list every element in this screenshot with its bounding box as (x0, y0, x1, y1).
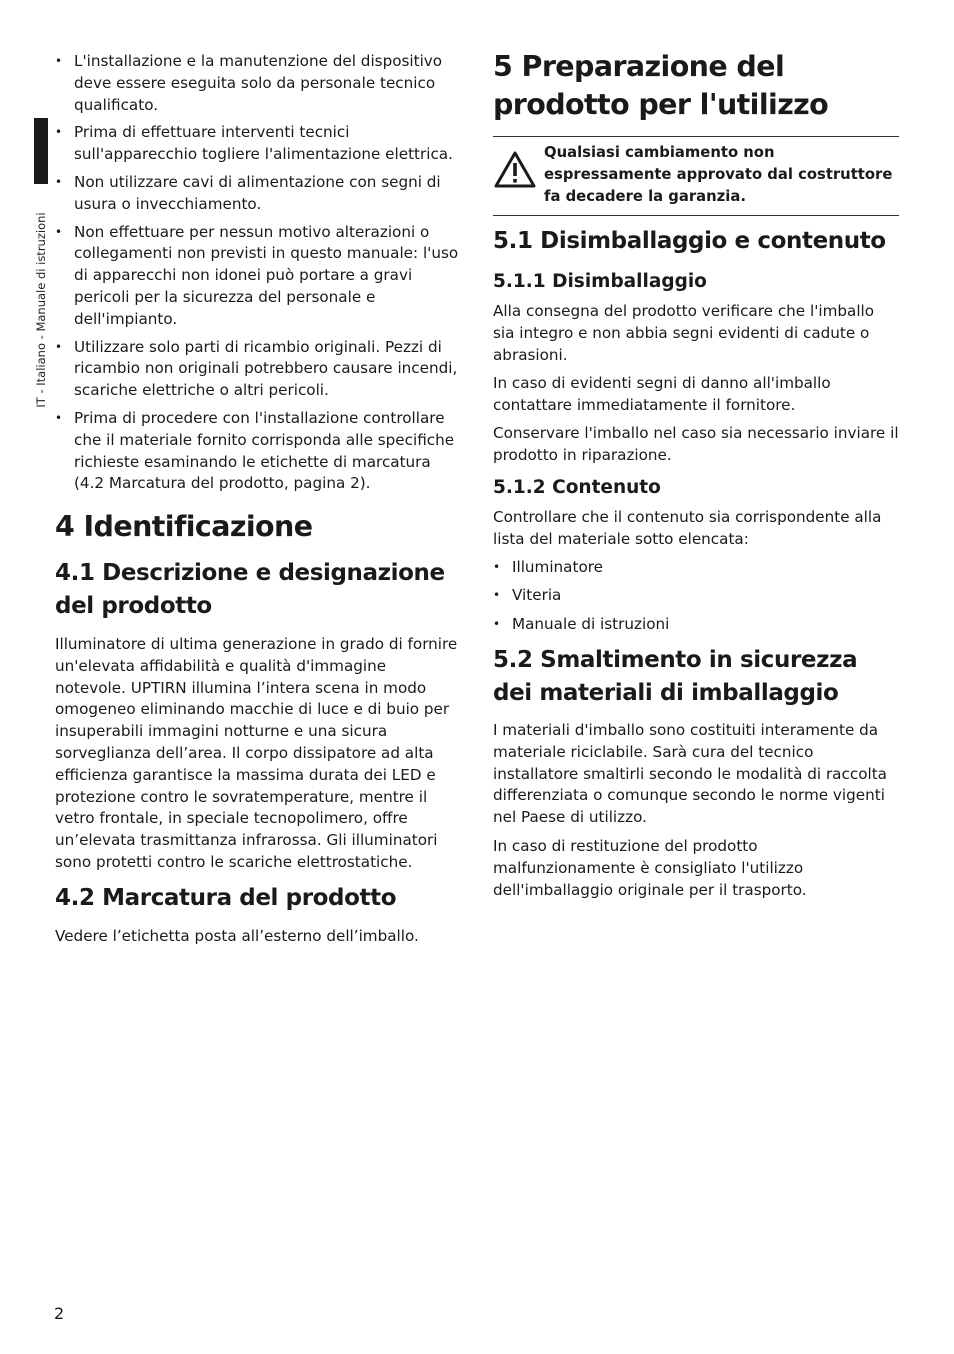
section-5-1-1-para-2: In caso di evidenti segni di danno all'imballo contattare immediatamente il fornitore. (493, 374, 831, 414)
list-item: • Manuale di istruzioni (493, 614, 899, 636)
list-item: • Non utilizzare cavi di alimentazione con segni di usura o invecchiamento. (55, 172, 460, 216)
list-item: • Non effettuare per nessun motivo alterazioni o collegamenti non previsti in questo manuale: l'uso di apparecchi non idonei può portare a gravi pericoli per la sicurezza del personale e dell'impianto. (55, 222, 460, 331)
safety-bullet-list (55, 51, 460, 495)
sidebar-language-label: IT - Italiano - Manuale di istruzioni (34, 212, 48, 408)
section-4-1-heading: 4.1 Descrizione e designazione del prodotto (55, 560, 445, 619)
list-item: • L'installazione e la manutenzione del dispositivo deve essere eseguita solo da personale tecnico qualificato. (55, 51, 460, 116)
section-5-1-2-heading: 5.1.2 Contenuto (493, 477, 661, 498)
contents-list (493, 557, 899, 635)
section-4-1-body: Illuminatore di ultima generazione in grado di fornire un'elevata affidabilità e qualità d'immagine notevole. UPTIRN illumina l’intera scena in modo omogeneo eliminando macchie di luce e di buio per insuperabili immagini notturne e una sicura sorveglianza dell’area. Il corpo dissipatore ad alta efficienza garantisce la massima durata dei LED e protezione contro le sovratemperature, mentre il vetro frontale, in speciale tecnopolimero, offre un’elevata trasmittanza infrarossa. Gli illuminatori sono protetti contro le scariche elettrostatiche. (55, 635, 458, 871)
list-item: • Prima di procedere con l'installazione controllare che il materiale fornito corrisponda alle specifiche richieste esaminando le etichette di marcatura (4.2 Marcatura del prodotto, pagina 2). (55, 408, 460, 495)
list-item: • Viteria (493, 585, 899, 607)
section-5-heading: 5 Preparazione del prodotto per l'utilizzo (493, 50, 829, 121)
section-4-heading: 4 Identificazione (55, 510, 313, 543)
section-5-2-heading: 5.2 Smaltimento in sicurezza dei materiali di imballaggio (493, 647, 858, 706)
list-item: • Utilizzare solo parti di ricambio originali. Pezzi di ricambio non originali potrebbero causare incendi, scariche elettriche o altri pericoli. (55, 337, 460, 402)
section-5-1-heading: 5.1 Disimballaggio e contenuto (493, 228, 886, 254)
page-number: 2 (54, 1304, 65, 1323)
divider (493, 215, 899, 216)
warning-box (493, 142, 899, 208)
section-4-2-heading: 4.2 Marcatura del prodotto (55, 885, 397, 911)
section-5-1-2-body: Controllare che il contenuto sia corrispondente alla lista del materiale sotto elencata: (493, 508, 882, 548)
section-5-1-1-para-3: Conservare l'imballo nel caso sia necessario inviare il prodotto in riparazione. (493, 424, 899, 464)
list-item: • Prima di effettuare interventi tecnici sull'apparecchio togliere l'alimentazione elettrica. (55, 122, 460, 166)
section-4-2-body: Vedere l’etichetta posta all’esterno dell’imballo. (55, 927, 419, 945)
list-item: • Illuminatore (493, 557, 899, 579)
section-5-1-1-para-1: Alla consegna del prodotto verificare che l'imballo sia integro e non abbia segni evidenti di cadute o abrasioni. (493, 302, 875, 364)
warning-text: Qualsiasi cambiamento non espressamente approvato dal costruttore fa decadere la garanzia. (544, 144, 893, 205)
divider (493, 136, 899, 137)
language-tab-marker (34, 118, 48, 184)
section-5-2-para-1: I materiali d'imballo sono costituiti interamente da materiale riciclabile. Sarà cura del tecnico installatore smaltirli secondo le modalità di raccolta differenziata o comunque secondo le norme vigenti nel Paese di utilizzo. (493, 721, 887, 827)
warning-triangle-icon (493, 150, 537, 190)
section-5-2-para-2: In caso di restituzione del prodotto malfunzionamente è consigliato l'utilizzo dell'imballaggio originale per il trasporto. (493, 837, 807, 899)
section-5-1-1-heading: 5.1.1 Disimballaggio (493, 271, 707, 292)
